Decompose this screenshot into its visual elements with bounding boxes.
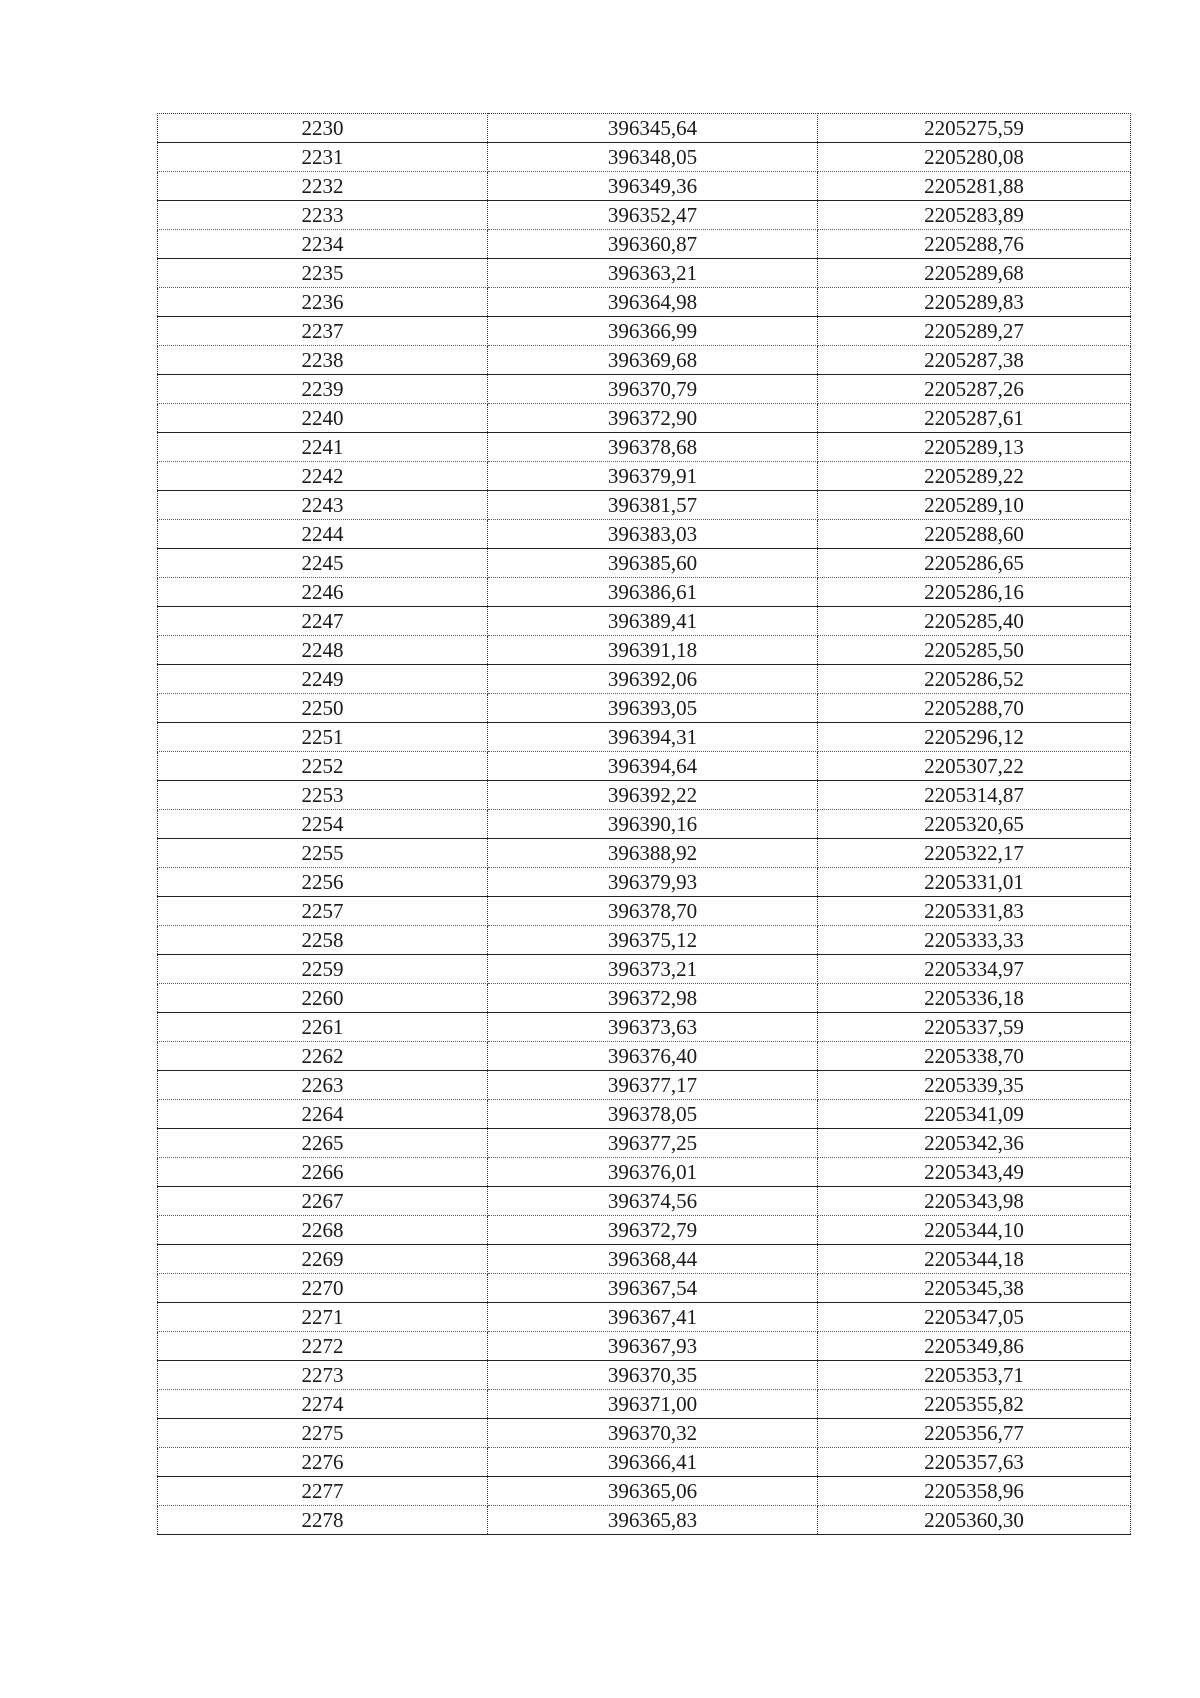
point-number-cell: 2275 bbox=[158, 1419, 488, 1448]
y-coordinate-cell: 2205314,87 bbox=[818, 781, 1131, 810]
x-coordinate-cell: 396372,90 bbox=[488, 404, 818, 433]
table-row bbox=[158, 1158, 1131, 1187]
table-row bbox=[158, 984, 1131, 1013]
table-row bbox=[158, 1100, 1131, 1129]
table-row bbox=[158, 1419, 1131, 1448]
table-row bbox=[158, 1506, 1131, 1535]
point-number-cell: 2257 bbox=[158, 897, 488, 926]
table-row bbox=[158, 1071, 1131, 1100]
coordinates-table bbox=[157, 113, 1131, 1535]
y-coordinate-cell: 2205343,98 bbox=[818, 1187, 1131, 1216]
y-coordinate-cell: 2205357,63 bbox=[818, 1448, 1131, 1477]
point-number-cell: 2242 bbox=[158, 462, 488, 491]
x-coordinate-cell: 396366,99 bbox=[488, 317, 818, 346]
table-row bbox=[158, 636, 1131, 665]
point-number-cell: 2240 bbox=[158, 404, 488, 433]
point-number-cell: 2256 bbox=[158, 868, 488, 897]
y-coordinate-cell: 2205336,18 bbox=[818, 984, 1131, 1013]
x-coordinate-cell: 396349,36 bbox=[488, 172, 818, 201]
x-coordinate-cell: 396367,54 bbox=[488, 1274, 818, 1303]
point-number-cell: 2263 bbox=[158, 1071, 488, 1100]
x-coordinate-cell: 396369,68 bbox=[488, 346, 818, 375]
y-coordinate-cell: 2205307,22 bbox=[818, 752, 1131, 781]
y-coordinate-cell: 2205286,52 bbox=[818, 665, 1131, 694]
y-coordinate-cell: 2205287,38 bbox=[818, 346, 1131, 375]
y-coordinate-cell: 2205347,05 bbox=[818, 1303, 1131, 1332]
point-number-cell: 2235 bbox=[158, 259, 488, 288]
y-coordinate-cell: 2205286,16 bbox=[818, 578, 1131, 607]
x-coordinate-cell: 396381,57 bbox=[488, 491, 818, 520]
y-coordinate-cell: 2205281,88 bbox=[818, 172, 1131, 201]
table-row bbox=[158, 694, 1131, 723]
table-row bbox=[158, 201, 1131, 230]
y-coordinate-cell: 2205344,10 bbox=[818, 1216, 1131, 1245]
table-row bbox=[158, 1303, 1131, 1332]
y-coordinate-cell: 2205289,13 bbox=[818, 433, 1131, 462]
y-coordinate-cell: 2205288,70 bbox=[818, 694, 1131, 723]
table-row bbox=[158, 839, 1131, 868]
table-row bbox=[158, 404, 1131, 433]
table-row bbox=[158, 230, 1131, 259]
y-coordinate-cell: 2205289,27 bbox=[818, 317, 1131, 346]
point-number-cell: 2252 bbox=[158, 752, 488, 781]
point-number-cell: 2253 bbox=[158, 781, 488, 810]
table-row bbox=[158, 462, 1131, 491]
y-coordinate-cell: 2205296,12 bbox=[818, 723, 1131, 752]
table-row bbox=[158, 1361, 1131, 1390]
coordinates-table-body bbox=[158, 114, 1131, 1535]
table-row bbox=[158, 491, 1131, 520]
y-coordinate-cell: 2205337,59 bbox=[818, 1013, 1131, 1042]
table-row bbox=[158, 723, 1131, 752]
y-coordinate-cell: 2205285,40 bbox=[818, 607, 1131, 636]
y-coordinate-cell: 2205331,83 bbox=[818, 897, 1131, 926]
table-row bbox=[158, 868, 1131, 897]
table-row bbox=[158, 897, 1131, 926]
x-coordinate-cell: 396363,21 bbox=[488, 259, 818, 288]
point-number-cell: 2231 bbox=[158, 143, 488, 172]
table-row bbox=[158, 346, 1131, 375]
x-coordinate-cell: 396367,41 bbox=[488, 1303, 818, 1332]
x-coordinate-cell: 396366,41 bbox=[488, 1448, 818, 1477]
y-coordinate-cell: 2205349,86 bbox=[818, 1332, 1131, 1361]
point-number-cell: 2230 bbox=[158, 114, 488, 143]
point-number-cell: 2241 bbox=[158, 433, 488, 462]
y-coordinate-cell: 2205358,96 bbox=[818, 1477, 1131, 1506]
y-coordinate-cell: 2205355,82 bbox=[818, 1390, 1131, 1419]
x-coordinate-cell: 396375,12 bbox=[488, 926, 818, 955]
point-number-cell: 2243 bbox=[158, 491, 488, 520]
x-coordinate-cell: 396392,22 bbox=[488, 781, 818, 810]
table-row bbox=[158, 317, 1131, 346]
point-number-cell: 2271 bbox=[158, 1303, 488, 1332]
y-coordinate-cell: 2205341,09 bbox=[818, 1100, 1131, 1129]
x-coordinate-cell: 396386,61 bbox=[488, 578, 818, 607]
y-coordinate-cell: 2205286,65 bbox=[818, 549, 1131, 578]
table-row bbox=[158, 926, 1131, 955]
x-coordinate-cell: 396378,68 bbox=[488, 433, 818, 462]
table-row bbox=[158, 955, 1131, 984]
y-coordinate-cell: 2205289,10 bbox=[818, 491, 1131, 520]
x-coordinate-cell: 396367,93 bbox=[488, 1332, 818, 1361]
table-row bbox=[158, 114, 1131, 143]
y-coordinate-cell: 2205288,76 bbox=[818, 230, 1131, 259]
x-coordinate-cell: 396377,17 bbox=[488, 1071, 818, 1100]
point-number-cell: 2270 bbox=[158, 1274, 488, 1303]
table-row bbox=[158, 752, 1131, 781]
table-row bbox=[158, 1390, 1131, 1419]
x-coordinate-cell: 396376,40 bbox=[488, 1042, 818, 1071]
x-coordinate-cell: 396390,16 bbox=[488, 810, 818, 839]
x-coordinate-cell: 396372,79 bbox=[488, 1216, 818, 1245]
point-number-cell: 2250 bbox=[158, 694, 488, 723]
y-coordinate-cell: 2205288,60 bbox=[818, 520, 1131, 549]
y-coordinate-cell: 2205339,35 bbox=[818, 1071, 1131, 1100]
table-row bbox=[158, 433, 1131, 462]
table-row bbox=[158, 1013, 1131, 1042]
point-number-cell: 2258 bbox=[158, 926, 488, 955]
x-coordinate-cell: 396373,21 bbox=[488, 955, 818, 984]
table-row bbox=[158, 143, 1131, 172]
table-row bbox=[158, 665, 1131, 694]
point-number-cell: 2262 bbox=[158, 1042, 488, 1071]
table-row bbox=[158, 259, 1131, 288]
table-row bbox=[158, 607, 1131, 636]
point-number-cell: 2267 bbox=[158, 1187, 488, 1216]
point-number-cell: 2268 bbox=[158, 1216, 488, 1245]
table-row bbox=[158, 375, 1131, 404]
y-coordinate-cell: 2205356,77 bbox=[818, 1419, 1131, 1448]
point-number-cell: 2266 bbox=[158, 1158, 488, 1187]
point-number-cell: 2245 bbox=[158, 549, 488, 578]
x-coordinate-cell: 396376,01 bbox=[488, 1158, 818, 1187]
point-number-cell: 2244 bbox=[158, 520, 488, 549]
x-coordinate-cell: 396394,64 bbox=[488, 752, 818, 781]
point-number-cell: 2273 bbox=[158, 1361, 488, 1390]
table-row bbox=[158, 520, 1131, 549]
point-number-cell: 2269 bbox=[158, 1245, 488, 1274]
point-number-cell: 2274 bbox=[158, 1390, 488, 1419]
y-coordinate-cell: 2205320,65 bbox=[818, 810, 1131, 839]
point-number-cell: 2251 bbox=[158, 723, 488, 752]
point-number-cell: 2234 bbox=[158, 230, 488, 259]
point-number-cell: 2239 bbox=[158, 375, 488, 404]
x-coordinate-cell: 396378,70 bbox=[488, 897, 818, 926]
y-coordinate-cell: 2205333,33 bbox=[818, 926, 1131, 955]
y-coordinate-cell: 2205344,18 bbox=[818, 1245, 1131, 1274]
x-coordinate-cell: 396374,56 bbox=[488, 1187, 818, 1216]
point-number-cell: 2278 bbox=[158, 1506, 488, 1535]
x-coordinate-cell: 396393,05 bbox=[488, 694, 818, 723]
x-coordinate-cell: 396370,35 bbox=[488, 1361, 818, 1390]
table-row bbox=[158, 1332, 1131, 1361]
point-number-cell: 2261 bbox=[158, 1013, 488, 1042]
y-coordinate-cell: 2205353,71 bbox=[818, 1361, 1131, 1390]
table-row bbox=[158, 1245, 1131, 1274]
x-coordinate-cell: 396368,44 bbox=[488, 1245, 818, 1274]
point-number-cell: 2259 bbox=[158, 955, 488, 984]
table-row bbox=[158, 810, 1131, 839]
point-number-cell: 2254 bbox=[158, 810, 488, 839]
y-coordinate-cell: 2205334,97 bbox=[818, 955, 1131, 984]
point-number-cell: 2248 bbox=[158, 636, 488, 665]
table-row bbox=[158, 172, 1131, 201]
x-coordinate-cell: 396360,87 bbox=[488, 230, 818, 259]
x-coordinate-cell: 396394,31 bbox=[488, 723, 818, 752]
y-coordinate-cell: 2205285,50 bbox=[818, 636, 1131, 665]
x-coordinate-cell: 396364,98 bbox=[488, 288, 818, 317]
x-coordinate-cell: 396371,00 bbox=[488, 1390, 818, 1419]
y-coordinate-cell: 2205345,38 bbox=[818, 1274, 1131, 1303]
table-row bbox=[158, 1216, 1131, 1245]
point-number-cell: 2238 bbox=[158, 346, 488, 375]
y-coordinate-cell: 2205280,08 bbox=[818, 143, 1131, 172]
x-coordinate-cell: 396348,05 bbox=[488, 143, 818, 172]
x-coordinate-cell: 396365,83 bbox=[488, 1506, 818, 1535]
x-coordinate-cell: 396370,79 bbox=[488, 375, 818, 404]
point-number-cell: 2272 bbox=[158, 1332, 488, 1361]
x-coordinate-cell: 396370,32 bbox=[488, 1419, 818, 1448]
table-row bbox=[158, 781, 1131, 810]
table-row bbox=[158, 288, 1131, 317]
point-number-cell: 2255 bbox=[158, 839, 488, 868]
x-coordinate-cell: 396391,18 bbox=[488, 636, 818, 665]
table-row bbox=[158, 1129, 1131, 1158]
x-coordinate-cell: 396345,64 bbox=[488, 114, 818, 143]
x-coordinate-cell: 396389,41 bbox=[488, 607, 818, 636]
x-coordinate-cell: 396388,92 bbox=[488, 839, 818, 868]
y-coordinate-cell: 2205343,49 bbox=[818, 1158, 1131, 1187]
point-number-cell: 2246 bbox=[158, 578, 488, 607]
x-coordinate-cell: 396379,91 bbox=[488, 462, 818, 491]
x-coordinate-cell: 396373,63 bbox=[488, 1013, 818, 1042]
table-row bbox=[158, 1477, 1131, 1506]
y-coordinate-cell: 2205289,83 bbox=[818, 288, 1131, 317]
y-coordinate-cell: 2205331,01 bbox=[818, 868, 1131, 897]
x-coordinate-cell: 396378,05 bbox=[488, 1100, 818, 1129]
point-number-cell: 2233 bbox=[158, 201, 488, 230]
x-coordinate-cell: 396377,25 bbox=[488, 1129, 818, 1158]
y-coordinate-cell: 2205322,17 bbox=[818, 839, 1131, 868]
y-coordinate-cell: 2205289,68 bbox=[818, 259, 1131, 288]
point-number-cell: 2247 bbox=[158, 607, 488, 636]
point-number-cell: 2236 bbox=[158, 288, 488, 317]
x-coordinate-cell: 396372,98 bbox=[488, 984, 818, 1013]
table-row bbox=[158, 1448, 1131, 1477]
point-number-cell: 2277 bbox=[158, 1477, 488, 1506]
table-row bbox=[158, 1042, 1131, 1071]
table-row bbox=[158, 549, 1131, 578]
table-row bbox=[158, 578, 1131, 607]
x-coordinate-cell: 396365,06 bbox=[488, 1477, 818, 1506]
point-number-cell: 2249 bbox=[158, 665, 488, 694]
y-coordinate-cell: 2205287,26 bbox=[818, 375, 1131, 404]
point-number-cell: 2276 bbox=[158, 1448, 488, 1477]
x-coordinate-cell: 396383,03 bbox=[488, 520, 818, 549]
point-number-cell: 2264 bbox=[158, 1100, 488, 1129]
y-coordinate-cell: 2205283,89 bbox=[818, 201, 1131, 230]
y-coordinate-cell: 2205342,36 bbox=[818, 1129, 1131, 1158]
point-number-cell: 2260 bbox=[158, 984, 488, 1013]
y-coordinate-cell: 2205360,30 bbox=[818, 1506, 1131, 1535]
y-coordinate-cell: 2205338,70 bbox=[818, 1042, 1131, 1071]
x-coordinate-cell: 396379,93 bbox=[488, 868, 818, 897]
y-coordinate-cell: 2205287,61 bbox=[818, 404, 1131, 433]
table-row bbox=[158, 1274, 1131, 1303]
point-number-cell: 2237 bbox=[158, 317, 488, 346]
y-coordinate-cell: 2205289,22 bbox=[818, 462, 1131, 491]
x-coordinate-cell: 396352,47 bbox=[488, 201, 818, 230]
point-number-cell: 2232 bbox=[158, 172, 488, 201]
y-coordinate-cell: 2205275,59 bbox=[818, 114, 1131, 143]
table-row bbox=[158, 1187, 1131, 1216]
x-coordinate-cell: 396392,06 bbox=[488, 665, 818, 694]
x-coordinate-cell: 396385,60 bbox=[488, 549, 818, 578]
point-number-cell: 2265 bbox=[158, 1129, 488, 1158]
